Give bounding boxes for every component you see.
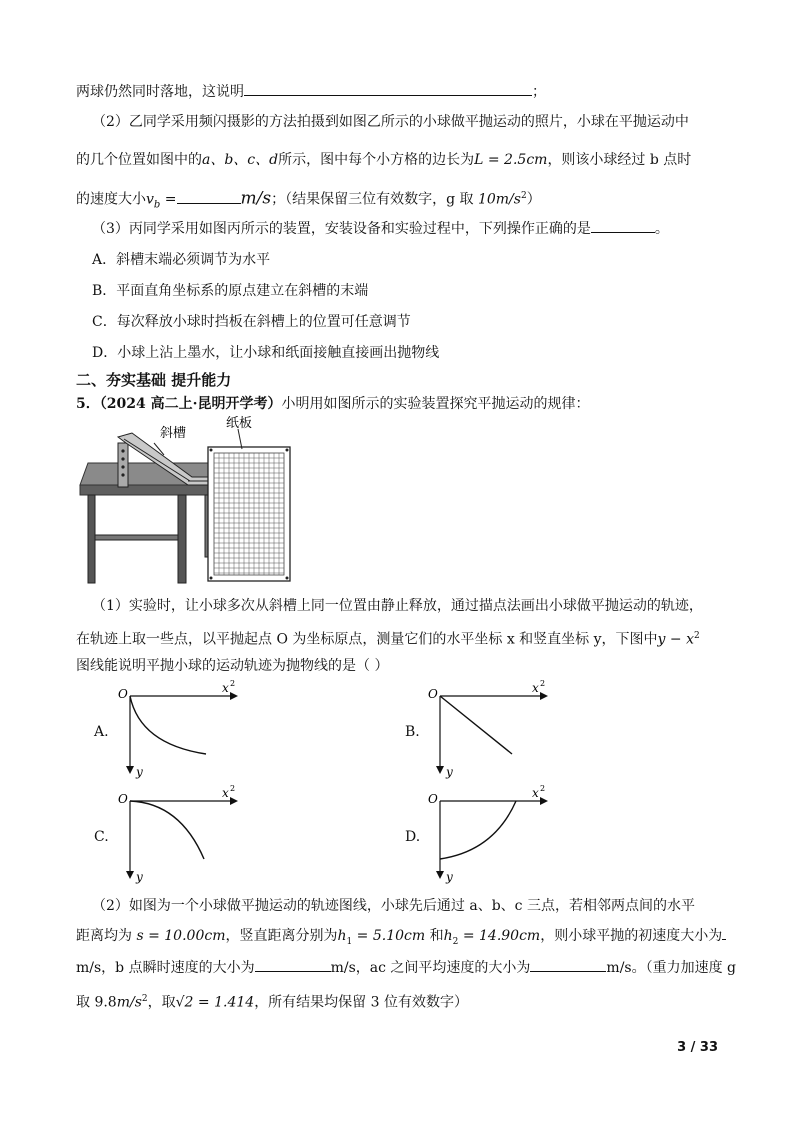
curve-a	[130, 696, 206, 754]
svg-text:y: y	[446, 870, 453, 884]
svg-text:y: y	[136, 765, 143, 779]
q5-p1-line1: （1）实验时，让小球多次从斜槽上同一位置由静止释放，通过描点法画出小球做平抛运动的轨迹，	[92, 598, 703, 614]
graph-option-a-label: A.	[94, 724, 109, 740]
svg-text:2: 2	[230, 679, 236, 688]
option-c: C．每次释放小球时挡板在斜槽上的位置可任意调节	[92, 314, 411, 330]
q4-p2-line1: （2）乙同学采用频闪摄影的方法拍摄到如图乙所示的小球做平抛运动的照片，小球在平抛运动中	[92, 114, 689, 130]
svg-text:O: O	[118, 792, 128, 806]
q4-p3-line: （3）丙同学采用如图丙所示的装置，安装设备和实验过程中，下列操作正确的是 。	[92, 218, 742, 240]
graph-option-b-label: B.	[405, 724, 420, 740]
answer-blank[interactable]	[244, 81, 532, 96]
option-a: A．斜槽末端必须调节为水平	[92, 252, 271, 268]
vavg-answer-blank[interactable]	[530, 957, 606, 972]
svg-text:x: x	[532, 786, 539, 800]
svg-text:2: 2	[230, 784, 236, 793]
q5-p2-line3: m/s，b 点瞬时速度的大小为 m/s，ac 之间平均速度的大小为 m/s。（重力加速度 g	[76, 957, 726, 979]
q4-line-conclusion: 两球仍然同时落地，这说明 ；	[76, 81, 726, 103]
graph-option-b[interactable]	[428, 679, 558, 780]
section-title: 二、夯实基础 提升能力	[76, 371, 232, 389]
svg-text:O: O	[428, 687, 438, 701]
graph-option-d-label: D.	[405, 829, 421, 845]
q5-p2-line4: 取 $9.8m/s^2$，取√2 = 1.414，所有结果均保留 3 位有效数字）	[76, 994, 468, 1011]
v0-answer-blank[interactable]	[722, 925, 726, 940]
board-label: 纸板	[226, 416, 253, 431]
graph-option-a[interactable]	[118, 679, 248, 780]
graph-option-d[interactable]	[428, 784, 558, 885]
svg-text:y: y	[136, 870, 143, 884]
svg-text:x: x	[222, 786, 229, 800]
q5-p2-line2: 距离均为 s = 10.00cm，竖直距离分别为$h_1 = 5.10cm$ 和$h_2 = 14.90cm$，则小球平抛的初速度大小为	[76, 925, 726, 953]
q4-p2-line2: 的几个位置如图中的a、b、c、d所示，图中每个小方格的边长为L = 2.5cm，则该小球经过 b 点时	[76, 152, 692, 168]
p3-answer-blank[interactable]	[591, 218, 655, 233]
page-number: 3 / 33	[677, 1040, 718, 1055]
q5-p2-line1: （2）如图为一个小球做平抛运动的轨迹图线，小球先后通过 a、b、c 三点，若相邻两点间的水平	[92, 898, 695, 914]
option-b: B．平面直角坐标系的原点建立在斜槽的末端	[92, 283, 369, 299]
svg-text:O: O	[118, 687, 128, 701]
chute-label: 斜槽	[160, 426, 187, 441]
option-d: D．小球上沾上墨水，让小球和纸面接触直接画出抛物线	[92, 345, 440, 361]
svg-text:2: 2	[540, 679, 546, 688]
svg-text:x: x	[222, 681, 229, 695]
svg-text:x: x	[532, 681, 539, 695]
graph-option-c-label: C.	[94, 829, 109, 845]
apparatus-figure	[80, 415, 300, 587]
curve-b	[440, 696, 512, 754]
q5-stem: 5．（2024 高二上·昆明开学考）小明用如图所示的实验装置探究平抛运动的规律：	[76, 396, 590, 412]
graph-option-c[interactable]	[118, 784, 248, 885]
svg-text:O: O	[428, 792, 438, 806]
q5-p1-line2: 在轨迹上取一些点，以平抛起点 O 为坐标原点，测量它们的水平坐标 x 和竖直坐标 y，下图中$y - x^2$	[76, 631, 700, 648]
svg-text:y: y	[446, 765, 453, 779]
curve-c	[130, 801, 204, 859]
q5-p1-line3: 图线能说明平抛小球的运动轨迹为抛物线的是（ ）	[76, 658, 389, 674]
svg-text:2: 2	[540, 784, 546, 793]
q4-p2-line3: 的速度大小$v_b = m/s$；（结果保留三位有效数字，g 取 $10m/s^2$）	[76, 188, 541, 211]
vb-q5-answer-blank[interactable]	[255, 957, 331, 972]
curve-d	[440, 801, 516, 859]
vb-answer-blank[interactable]	[177, 189, 241, 204]
